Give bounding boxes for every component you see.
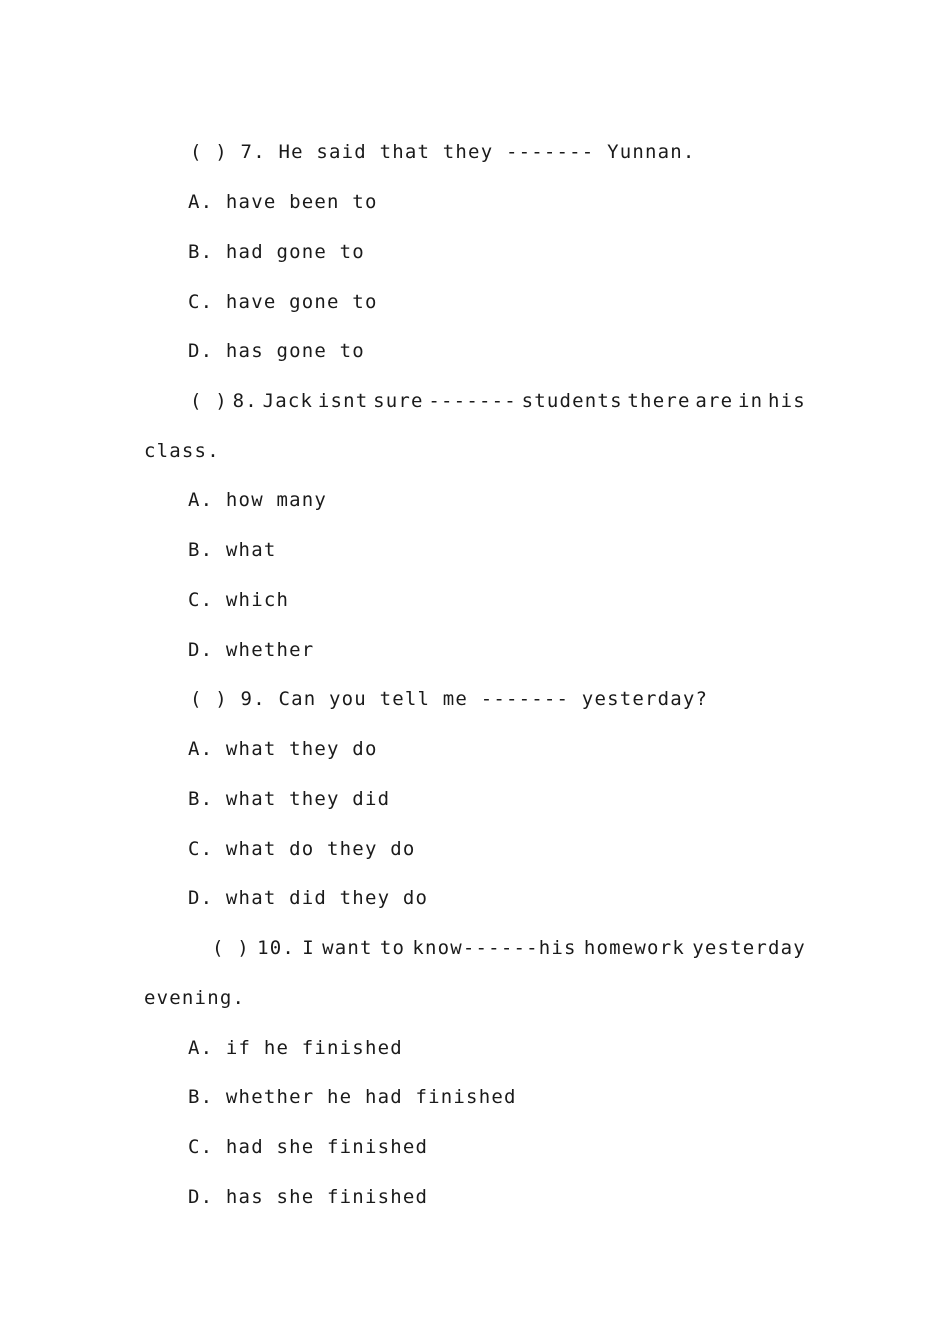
question-8-stem-continuation: class. xyxy=(144,440,220,462)
question-9-option-d: D. what did they do xyxy=(188,887,429,909)
question-7-option-a: A. have been to xyxy=(188,191,378,213)
question-9-stem: ( ) 9. Can you tell me ------- yesterday? xyxy=(190,688,709,710)
q8-word: are xyxy=(695,390,734,412)
q8-word: his xyxy=(767,390,806,412)
question-10-option-c: C. had she finished xyxy=(188,1136,429,1158)
q10-word: homework xyxy=(583,937,685,959)
q8-word: ( ) xyxy=(190,390,228,412)
q10-word: ( ) xyxy=(212,937,250,959)
question-7-option-c: C. have gone to xyxy=(188,291,378,313)
question-8-option-a: A. how many xyxy=(188,489,328,511)
question-8-stem xyxy=(190,389,806,413)
q8-word: there xyxy=(627,390,691,412)
q8-word: Jack xyxy=(262,390,314,412)
question-7-stem: ( ) 7. He said that they ------- Yunnan. xyxy=(190,141,696,163)
question-9-option-a: A. what they do xyxy=(188,738,378,760)
question-7-option-b: B. had gone to xyxy=(188,241,365,263)
question-10-stem-continuation: evening. xyxy=(144,987,246,1009)
question-10-option-d: D. has she finished xyxy=(188,1186,429,1208)
q8-word: isnt xyxy=(317,390,369,412)
question-7-option-d: D. has gone to xyxy=(188,340,365,362)
question-9-option-b: B. what they did xyxy=(188,788,391,810)
question-8-option-c: C. which xyxy=(188,589,290,611)
q8-word: 8. xyxy=(232,390,258,412)
question-9-option-c: C. what do they do xyxy=(188,838,416,860)
q8-word: in xyxy=(737,390,764,412)
q10-word: 10. xyxy=(257,937,296,959)
q10-blank: know------his xyxy=(412,937,577,959)
question-8-option-b: B. what xyxy=(188,539,277,561)
q10-word: yesterday xyxy=(692,937,806,959)
q8-word: sure xyxy=(373,390,424,412)
q8-blank: ------- xyxy=(428,390,517,412)
question-10-stem xyxy=(212,936,806,960)
question-10-option-a: A. if he finished xyxy=(188,1037,403,1059)
question-8-option-d: D. whether xyxy=(188,639,315,661)
question-10-option-b: B. whether he had finished xyxy=(188,1086,517,1108)
q10-word: want xyxy=(322,937,373,959)
q8-word: students xyxy=(521,390,623,412)
q10-word: I xyxy=(302,937,315,959)
q10-word: to xyxy=(379,937,406,959)
